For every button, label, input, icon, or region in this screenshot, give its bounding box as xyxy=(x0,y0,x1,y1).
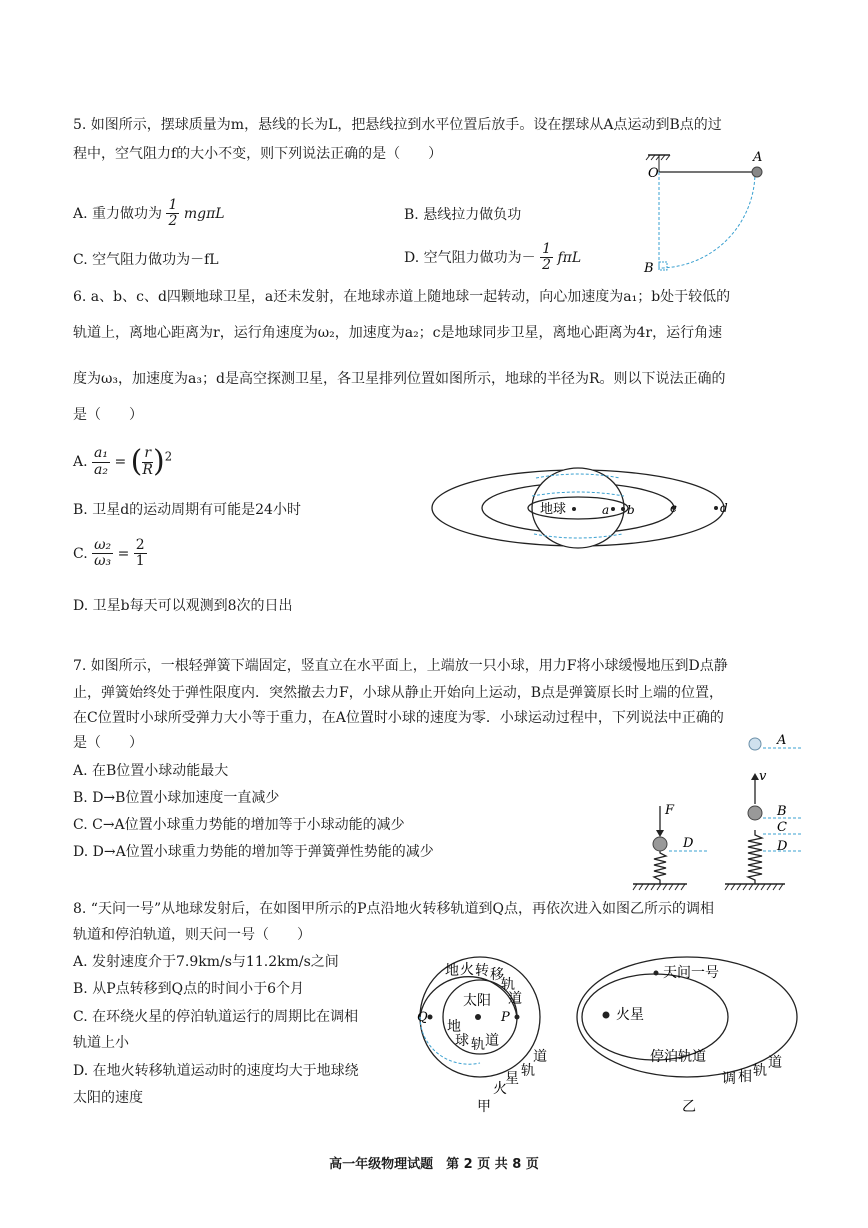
q5-option-d xyxy=(404,242,581,274)
satellite-a xyxy=(611,507,615,511)
q5-option-d-expr: fπL xyxy=(557,249,582,266)
q7-line1: 7. 如图所示，一根轻弹簧下端固定，竖直立在水平面上，上端放一只小球，用力F将小球缓慢地压到D点静 xyxy=(73,658,728,674)
point-p xyxy=(515,1015,520,1020)
q6-option-d: D. 卫星b每天可以观测到8次的日出 xyxy=(73,598,293,614)
label-d-right: D xyxy=(777,839,788,854)
svg-text:道: 道 xyxy=(485,1033,499,1049)
pendulum-ball xyxy=(752,167,762,177)
q5-option-a-fraction: $\frac{1}{2}$ xyxy=(168,197,178,230)
left-ball xyxy=(653,837,667,851)
q5-option-a xyxy=(73,198,225,230)
pendulum-figure xyxy=(630,145,780,280)
q6-line4: 是（ ） xyxy=(73,407,143,423)
q7-line4: 是（ ） xyxy=(73,735,143,751)
svg-text:地: 地 xyxy=(445,963,459,979)
svg-text:相: 相 xyxy=(738,1069,752,1085)
svg-text:调: 调 xyxy=(722,1071,736,1087)
right-spring xyxy=(748,830,762,884)
page-footer: 高一年级物理试题 第 2 页 共 8 页 xyxy=(329,1157,539,1172)
left-spring xyxy=(654,850,666,884)
phasing-orbit-label xyxy=(722,1055,782,1087)
ball-at-a xyxy=(749,738,761,750)
q6-option-a-rhs: $\frac{r}{R}$ xyxy=(142,445,153,478)
label-c: c xyxy=(670,501,677,515)
earth-label: 地球 xyxy=(540,502,567,517)
q5-option-a-expr: mgπL xyxy=(183,205,225,222)
label-v: v xyxy=(759,769,767,784)
satellite-d xyxy=(714,506,718,510)
label-a: a xyxy=(602,503,610,517)
sun-dot xyxy=(475,1014,481,1020)
q8-option-c-line2: 轨道上小 xyxy=(73,1035,129,1051)
svg-text:转: 转 xyxy=(475,963,489,979)
q8-line2: 轨道和停泊轨道，则天问一号（ ） xyxy=(73,927,311,943)
q7-line3: 在C位置时小球所受弹力大小等于重力，在A位置时小球的速度为零．小球运动过程中，下列说法中正确的 xyxy=(73,710,724,726)
mars-label: 火星 xyxy=(616,1007,644,1023)
svg-text:轨: 轨 xyxy=(471,1037,485,1053)
probe-dot xyxy=(654,971,659,976)
svg-text:球: 球 xyxy=(455,1033,469,1049)
q6-option-c-rhs: $\frac{2}{1}$ xyxy=(135,537,145,570)
svg-text:轨: 轨 xyxy=(753,1063,767,1079)
earth-orbit-label xyxy=(447,1018,499,1053)
q5-option-c: C. 空气阻力做功为－fL xyxy=(73,252,219,268)
svg-text:道: 道 xyxy=(768,1055,782,1071)
q5-line1: 5. 如图所示，摆球质量为m，悬线的长为L，把悬线拉到水平位置后放手。设在摆球从A点运动到B点的过 xyxy=(73,117,722,133)
label-b: B xyxy=(644,261,654,276)
label-a: A xyxy=(777,733,787,748)
svg-text:移: 移 xyxy=(490,967,504,983)
q6-line2: 轨道上，离地心距离为r，运行角速度为ω₂，加速度为a₂；c是地球同步卫星，离地心距离为4r，运行角速 xyxy=(73,325,723,341)
q6-option-a-eq: = xyxy=(114,454,127,470)
svg-text:星: 星 xyxy=(505,1071,519,1087)
q6-option-c-lhs: $\frac{\text{ω₂}}{\text{ω₃}}$ xyxy=(94,537,112,570)
q6-option-c-eq: = xyxy=(117,545,130,562)
svg-text:地: 地 xyxy=(447,1019,461,1035)
probe-label: 天问一号 xyxy=(663,965,719,981)
caption-jia: 甲 xyxy=(477,1099,491,1115)
q6-option-b: B. 卫星d的运动周期有可能是24小时 xyxy=(73,502,301,518)
q7-option-b: B. D→B位置小球加速度一直减少 xyxy=(73,790,280,806)
label-a: A xyxy=(753,150,763,165)
q6-option-c xyxy=(73,538,147,570)
q6-line1: 6. a、b、c、d四颗地球卫星，a还未发射，在地球赤道上随地球一起转动，向心加速度为a₁；b处于较低的 xyxy=(73,289,731,305)
q6-option-a-label: A. xyxy=(73,454,88,470)
svg-text:火: 火 xyxy=(460,962,474,978)
q7-option-c: C. C→A位置小球重力势能的增加等于小球动能的减少 xyxy=(73,817,405,833)
sun-label: 太阳 xyxy=(463,993,491,1009)
label-b: b xyxy=(627,503,635,517)
svg-text:轨: 轨 xyxy=(521,1063,535,1079)
svg-text:轨: 轨 xyxy=(501,977,515,993)
spring-figure xyxy=(625,730,815,895)
q7-line2: 止，弹簧始终处于弹性限度内．突然撤去力F，小球从静止开始向上运动，B点是弹簧原长时上端的位置， xyxy=(73,685,723,701)
parking-orbit-label: 停泊轨道 xyxy=(650,1049,706,1065)
satellite-b xyxy=(621,507,625,511)
label-q: Q xyxy=(417,1010,428,1025)
q8-option-c-line1: C. 在环绕火星的停泊轨道运行的周期比在调相 xyxy=(73,1009,359,1025)
svg-text:道: 道 xyxy=(533,1049,547,1065)
mars-dot xyxy=(603,1012,610,1019)
q6-option-a-lhs: $\frac{\text{a₁}}{\text{a₂}}$ xyxy=(94,445,108,478)
figure-jia xyxy=(405,955,565,1115)
q5-option-d-label: D. 空气阻力做功为－ xyxy=(404,249,536,266)
label-d: d xyxy=(720,501,728,515)
label-o: O xyxy=(648,166,659,181)
q5-option-b: B. 悬线拉力做负功 xyxy=(404,207,522,223)
q6-option-a: A. $\frac{\text{a₁}}{\text{a₂}}$ = ( $\frac{r}{R}$ )$^2$ xyxy=(73,444,173,479)
q8-option-b: B. 从P点转移到Q点的时间小于6个月 xyxy=(73,981,304,997)
q8-option-d-line2: 太阳的速度 xyxy=(73,1090,143,1106)
q6-option-c-label: C. xyxy=(73,545,88,562)
q8-option-a: A. 发射速度介于7.9km/s与11.2km/s之间 xyxy=(73,954,339,970)
q5-option-d-fraction: $\frac{1}{2}$ xyxy=(542,241,552,274)
q8-line1: 8. “天问一号”从地球发射后，在如图甲所示的P点沿地火转移轨道到Q点，再依次进入如图乙所示的调相 xyxy=(73,901,715,917)
right-ball xyxy=(748,806,762,820)
caption-yi: 乙 xyxy=(682,1099,696,1115)
figure-yi xyxy=(570,955,810,1115)
q8-option-d-line1: D. 在地火转移轨道运动时的速度均大于地球绕 xyxy=(73,1063,359,1079)
label-f: F xyxy=(665,803,675,818)
q5-line2: 程中，空气阻力f的大小不变，则下列说法正确的是（ ） xyxy=(73,146,443,162)
q5-option-a-label: A. 重力做功为 xyxy=(73,205,163,222)
svg-text:火: 火 xyxy=(493,1081,507,1097)
label-b: B xyxy=(777,804,787,819)
satellite-orbits-figure xyxy=(428,460,738,560)
label-d-left: D xyxy=(683,836,694,851)
label-c: C xyxy=(777,820,787,835)
q6-option-a-exponent: 2 xyxy=(164,449,173,464)
point-q xyxy=(428,1015,433,1020)
q6-line3: 度为ω₃，加速度为a₃；d是高空探测卫星，各卫星排列位置如图所示，地球的半径为R。则以下说法正确的 xyxy=(73,371,726,387)
svg-text:道: 道 xyxy=(508,991,522,1007)
label-p: P xyxy=(501,1010,510,1025)
q7-option-d: D. D→A位置小球重力势能的增加等于弹簧弹性势能的减少 xyxy=(73,844,434,860)
q7-option-a: A. 在B位置小球动能最大 xyxy=(73,763,229,779)
